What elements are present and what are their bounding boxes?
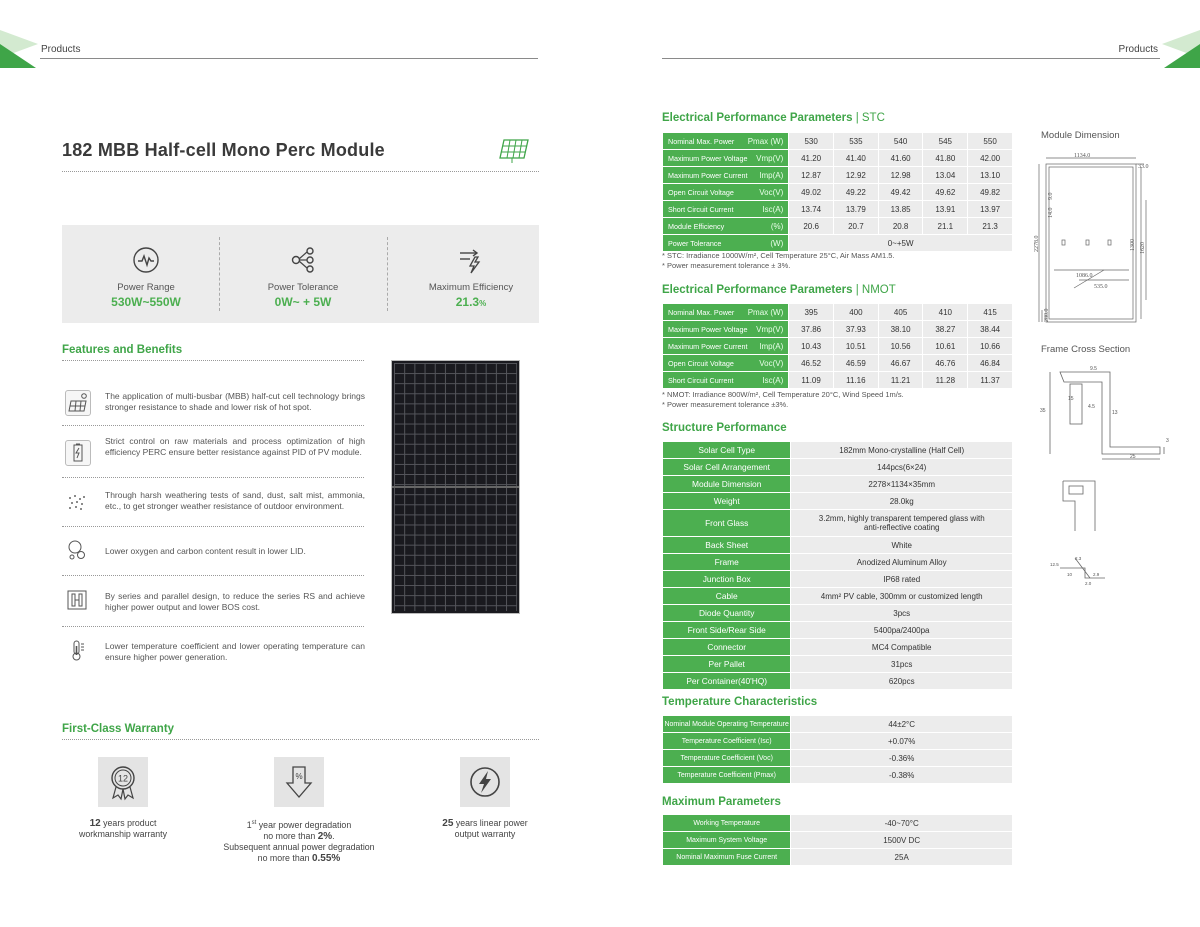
warranty-linear-line2: output warranty <box>454 829 516 839</box>
spec-value: 1500V DC <box>791 832 1013 849</box>
feature-text: Lower oxygen and carbon content result in lower LID. <box>105 546 306 556</box>
spec-label: Per Container(40'HQ) <box>663 673 791 690</box>
feature-divider <box>62 425 364 426</box>
svg-text:12: 12 <box>117 773 129 784</box>
dim-small2: 14.0 <box>1048 207 1054 218</box>
param-value: 13.85 <box>878 201 923 218</box>
param-row <box>663 321 1013 338</box>
param-value: 10.66 <box>968 338 1013 355</box>
warranty-product-line1: years product <box>100 818 157 828</box>
param-row <box>663 184 1013 201</box>
frame-dim-lip: 3 <box>1166 438 1169 444</box>
spec-row <box>663 639 1013 656</box>
param-value: 12.87 <box>789 167 834 184</box>
feature-item <box>62 588 364 618</box>
feature-item <box>62 436 364 472</box>
spec-label: Cable <box>663 588 791 605</box>
spec-label: Solar Cell Type <box>663 442 791 459</box>
frame-cross-section-title: Frame Cross Section <box>1041 344 1131 355</box>
summary-label: Maximum Efficiency <box>428 282 514 293</box>
param-value: 21.3 <box>968 218 1013 235</box>
param-label-cell <box>663 184 789 201</box>
stc-title-sub: STC <box>861 112 885 124</box>
spec-row <box>663 849 1013 866</box>
spec-value: 25A <box>791 849 1013 866</box>
param-value: 13.97 <box>968 201 1013 218</box>
param-symbol: Isc(A) <box>762 204 784 214</box>
spec-value: White <box>791 537 1013 554</box>
warranty-degradation-value2: 0.55% <box>311 852 341 864</box>
spec-label: Weight <box>663 493 791 510</box>
spec-value: 620pcs <box>791 673 1013 690</box>
warranty-divider <box>62 739 539 740</box>
stc-note-2: * Power measurement tolerance ± 3%. <box>662 260 791 270</box>
warranty-degradation-line2-end: . <box>332 830 335 841</box>
param-value: 42.00 <box>968 150 1013 167</box>
page-title: 182 MBB Half-cell Mono Perc Module <box>62 140 385 160</box>
dim-width: 1134.0 <box>1074 153 1091 159</box>
summary-power-tolerance <box>224 225 382 323</box>
spec-value: 5400pa/2400pa <box>791 622 1013 639</box>
summary-value-unit: % <box>479 299 487 308</box>
spec-label: Frame <box>663 554 791 571</box>
param-value: 535 <box>834 133 879 150</box>
param-row <box>663 201 1013 218</box>
spec-row <box>663 588 1013 605</box>
param-value: 11.09 <box>789 372 834 389</box>
param-value: 46.59 <box>834 355 879 372</box>
param-name: Maximum Power Voltage <box>668 153 748 163</box>
param-value: 20.6 <box>789 218 834 235</box>
param-value: 21.1 <box>923 218 968 235</box>
param-symbol: Imp(A) <box>759 170 784 180</box>
summary-label: Power Range <box>117 282 175 293</box>
param-label-cell <box>663 201 789 218</box>
spec-value: -0.36% <box>791 750 1013 767</box>
param-symbol: (W) <box>770 238 784 248</box>
frame-corner-dim-3: 2.3 <box>1075 556 1082 561</box>
param-row <box>663 150 1013 167</box>
spec-row <box>663 476 1013 493</box>
spec-row <box>663 571 1013 588</box>
spec-label: Per Pallet <box>663 656 791 673</box>
spec-label: Connector <box>663 639 791 656</box>
spec-row <box>663 815 1013 832</box>
frame-dim-top: 9.5 <box>1090 366 1097 372</box>
param-value: 410 <box>923 304 968 321</box>
param-value: 46.67 <box>878 355 923 372</box>
param-value: 46.52 <box>789 355 834 372</box>
stc-note-1: * STC: Irradiance 1000W/m², Cell Temperature 25°C, Air Mass AM1.5. <box>662 251 895 260</box>
spec-value: IP68 rated <box>791 571 1013 588</box>
nmot-note-1: * NMOT: Irradiance 800W/m², Cell Temperature 20°C, Wind Speed 1m/s. <box>662 390 904 399</box>
spec-row <box>663 750 1013 767</box>
param-label-cell <box>663 338 789 355</box>
param-value: 38.27 <box>923 321 968 338</box>
param-value: 12.98 <box>878 167 923 184</box>
module-dimension-drawing <box>1034 150 1154 328</box>
spec-label: Nominal Maximum Fuse Current <box>663 849 791 866</box>
param-value: 13.79 <box>834 201 879 218</box>
spec-label: Temperature Coefficient (Voc) <box>663 750 791 767</box>
param-name: Short Circuit Current <box>668 375 734 385</box>
param-label-cell <box>663 167 789 184</box>
spec-row <box>663 493 1013 510</box>
param-value: 10.61 <box>923 338 968 355</box>
frame-corner-dim-2: 2.9 <box>1093 572 1100 577</box>
param-name: Nominal Max. Power <box>668 136 735 146</box>
spec-label: Diode Quantity <box>663 605 791 622</box>
warranty-degradation-line4: no more than <box>257 852 312 863</box>
spec-value: 28.0kg <box>791 493 1013 510</box>
param-symbol: Imp(A) <box>759 341 784 351</box>
param-label-cell <box>663 133 789 150</box>
degradation-arrow-icon <box>274 757 324 807</box>
battery-icon <box>65 440 91 466</box>
frame-dim-gap: 4.5 <box>1088 404 1095 410</box>
param-name: Nominal Max. Power <box>668 307 735 317</box>
stc-table <box>662 132 1013 252</box>
spec-value: +0.07% <box>791 733 1013 750</box>
feature-divider <box>62 575 364 576</box>
param-label-cell <box>663 304 789 321</box>
spec-label: Front Side/Rear Side <box>663 622 791 639</box>
param-value: 41.40 <box>834 150 879 167</box>
frame-dim-inner: 15 <box>1068 396 1074 402</box>
param-name: Module Efficiency <box>668 221 725 231</box>
spec-value-line1: 3.2mm, highly transparent tempered glass with <box>818 514 985 523</box>
frame-cross-section-drawing <box>1030 362 1170 462</box>
param-value: 11.16 <box>834 372 879 389</box>
param-label-cell <box>663 321 789 338</box>
param-value: 13.04 <box>923 167 968 184</box>
frame-corner-dim-5: 10 <box>1067 572 1073 577</box>
param-value: 550 <box>968 133 1013 150</box>
warranty-product-line2: workmanship warranty <box>79 829 167 839</box>
feature-text: Lower temperature coefficient and lower operating temperature can ensure higher power generation. <box>105 641 365 662</box>
spec-value: 182mm Mono-crystalline (Half Cell) <box>791 442 1013 459</box>
particles-icon <box>65 490 89 514</box>
dim-small3: 280.0 <box>1044 308 1050 322</box>
solar-panel-sun-icon <box>65 390 91 416</box>
param-value: 49.42 <box>878 184 923 201</box>
param-row <box>663 355 1013 372</box>
param-value: 11.28 <box>923 372 968 389</box>
feature-divider <box>62 477 364 478</box>
param-row <box>663 218 1013 235</box>
spec-value: 2278×1134×35mm <box>791 476 1013 493</box>
warranty-degradation-num: 1 <box>246 819 252 830</box>
header-left-rule <box>40 58 538 59</box>
param-symbol: Voc(V) <box>759 358 784 368</box>
temperature-table <box>662 715 1013 784</box>
param-value: 49.82 <box>968 184 1013 201</box>
spec-row <box>663 716 1013 733</box>
param-name: Open Circuit Voltage <box>668 187 734 197</box>
spec-row <box>663 554 1013 571</box>
param-value: 530 <box>789 133 834 150</box>
param-value: 12.92 <box>834 167 879 184</box>
spec-row <box>663 459 1013 476</box>
feature-item <box>62 638 364 668</box>
param-row-tolerance <box>663 235 1013 252</box>
param-value: 400 <box>834 304 879 321</box>
spec-value: 3pcs <box>791 605 1013 622</box>
summary-separator <box>387 237 388 311</box>
dim-small1: 9.0 <box>1048 192 1054 200</box>
nmot-note-2: * Power measurement tolerance ±3%. <box>662 399 789 409</box>
param-row <box>663 372 1013 389</box>
spec-row <box>663 510 1013 537</box>
header-right-decoration-dark <box>1164 44 1200 68</box>
param-value: 37.93 <box>834 321 879 338</box>
param-symbol: Voc(V) <box>759 187 784 197</box>
param-label-cell <box>663 355 789 372</box>
frame-detail-drawing <box>1055 476 1105 536</box>
dim-edge: 33.0 <box>1138 164 1149 170</box>
circuit-icon <box>65 588 89 612</box>
param-name: Maximum Power Current <box>668 170 748 180</box>
module-dimension-title: Module Dimension <box>1041 130 1120 141</box>
param-symbol: Vmp(V) <box>756 324 784 334</box>
spec-value: 31pcs <box>791 656 1013 673</box>
svg-text:%: % <box>295 772 303 781</box>
param-value: 0~+5W <box>789 235 1013 252</box>
param-value: 46.84 <box>968 355 1013 372</box>
param-value: 38.44 <box>968 321 1013 338</box>
spec-value: -0.38% <box>791 767 1013 784</box>
spec-value: -40~70°C <box>791 815 1013 832</box>
summary-power-range <box>67 225 225 323</box>
param-value: 38.10 <box>878 321 923 338</box>
param-value: 49.02 <box>789 184 834 201</box>
nmot-table <box>662 303 1013 389</box>
summary-separator <box>219 237 220 311</box>
warranty-degradation-line2: no more than <box>263 830 318 841</box>
param-row <box>663 167 1013 184</box>
spec-row <box>663 605 1013 622</box>
param-value: 10.43 <box>789 338 834 355</box>
title-divider <box>62 171 539 172</box>
param-symbol: Pmax (W) <box>747 307 784 317</box>
feature-text: By series and parallel design, to reduce the series RS and achieve higher power output and lower BOS cost. <box>105 591 365 612</box>
dim-height: 2278.0 <box>1034 235 1040 252</box>
feature-divider <box>62 626 364 627</box>
frame-dim-height: 35 <box>1040 408 1046 414</box>
param-label-cell <box>663 372 789 389</box>
param-value: 41.80 <box>923 150 968 167</box>
spec-label: Back Sheet <box>663 537 791 554</box>
feature-text: Strict control on raw materials and process optimization of high efficiency PERC ensure better resistance against PID of PV module. <box>105 436 365 457</box>
param-symbol: Vmp(V) <box>756 153 784 163</box>
param-value: 13.74 <box>789 201 834 218</box>
spec-value: MC4 Compatible <box>791 639 1013 656</box>
dim-mount2: 1620 <box>1140 242 1146 254</box>
dim-mount1: 1300 <box>1130 239 1136 251</box>
spec-row <box>663 656 1013 673</box>
param-row <box>663 304 1013 321</box>
stc-title-main: Electrical Performance Parameters <box>662 112 853 124</box>
badge-12-icon <box>98 757 148 807</box>
param-value: 20.8 <box>878 218 923 235</box>
frame-dim-side: 13 <box>1112 410 1118 416</box>
spec-row <box>663 442 1013 459</box>
param-value: 11.21 <box>878 372 923 389</box>
param-value: 11.37 <box>968 372 1013 389</box>
temperature-title: Temperature Characteristics <box>662 696 818 708</box>
param-value: 49.62 <box>923 184 968 201</box>
efficiency-icon <box>456 245 486 275</box>
header-left-decoration-dark <box>0 44 36 68</box>
param-value: 10.51 <box>834 338 879 355</box>
param-value: 395 <box>789 304 834 321</box>
summary-value <box>392 295 550 309</box>
power-wave-icon <box>131 245 161 275</box>
summary-value-number: 21.3 <box>455 295 480 309</box>
solar-module-image <box>391 360 520 614</box>
solar-panel-icon <box>498 138 532 164</box>
param-row <box>663 338 1013 355</box>
features-title: Features and Benefits <box>62 344 183 356</box>
param-name: Short Circuit Current <box>668 204 734 214</box>
warranty-degradation-line3: Subsequent annual power degradation <box>223 841 375 852</box>
spec-row <box>663 832 1013 849</box>
header-right-rule <box>662 58 1160 59</box>
warranty-linear-number: 25 <box>442 818 454 829</box>
param-symbol: (%) <box>770 221 784 231</box>
warranty-linear-line1: years linear power <box>453 818 528 828</box>
maximum-table <box>662 814 1013 866</box>
spec-label: Temperature Coefficient (Isc) <box>663 733 791 750</box>
warranty-degradation-sup: st <box>251 820 257 826</box>
spec-value: Anodized Aluminum Alloy <box>791 554 1013 571</box>
structure-title: Structure Performance <box>662 422 787 434</box>
param-value: 41.60 <box>878 150 923 167</box>
spec-label: Maximum System Voltage <box>663 832 791 849</box>
warranty-degradation <box>200 818 398 864</box>
summary-label: Power Tolerance <box>267 282 339 293</box>
feature-item <box>62 538 364 564</box>
header-right-label: Products <box>1118 44 1158 55</box>
feature-text: The application of multi-busbar (MBB) half-cut cell technology brings stronger resistance to shade and lower risk of hot spot. <box>105 391 365 412</box>
warranty-degradation-line1: year power degradation <box>256 819 352 830</box>
spec-label: Solar Cell Arrangement <box>663 459 791 476</box>
spec-label: Temperature Coefficient (Pmax) <box>663 767 791 784</box>
thermometer-icon <box>65 638 89 662</box>
warranty-product <box>48 818 198 840</box>
spec-label: Working Temperature <box>663 815 791 832</box>
spec-row <box>663 767 1013 784</box>
spec-value: 44±2°C <box>791 716 1013 733</box>
spec-label: Junction Box <box>663 571 791 588</box>
param-row <box>663 133 1013 150</box>
feature-item <box>62 388 364 418</box>
maximum-title: Maximum Parameters <box>662 796 781 808</box>
param-symbol: Isc(A) <box>762 375 784 385</box>
nmot-notes <box>662 390 904 409</box>
structure-table <box>662 441 1013 690</box>
frame-corner-drawing <box>1045 548 1115 588</box>
dim-bottom: 535.0 <box>1094 284 1108 290</box>
summary-panel <box>62 225 539 323</box>
summary-value: 0W~ + 5W <box>274 295 332 309</box>
param-value: 41.20 <box>789 150 834 167</box>
features-divider <box>62 360 364 361</box>
param-value: 49.22 <box>834 184 879 201</box>
warranty-title: First-Class Warranty <box>62 723 175 735</box>
frame-dim-width: 25 <box>1130 454 1136 460</box>
frame-corner-dim-4: 2.0 <box>1085 581 1092 586</box>
param-name: Power Tolerance <box>668 238 722 248</box>
param-name: Open Circuit Voltage <box>668 358 734 368</box>
param-name: Maximum Power Voltage <box>668 324 748 334</box>
param-label-cell <box>663 218 789 235</box>
nmot-title: Electrical Performance Parameters | NMOT <box>662 284 896 296</box>
param-value: 10.56 <box>878 338 923 355</box>
param-value: 405 <box>878 304 923 321</box>
param-value: 545 <box>923 133 968 150</box>
feature-text: Through harsh weathering tests of sand, dust, salt mist, ammonia, etc., to get stronger weather resistance of outdoor environment. <box>105 490 365 511</box>
nmot-title-main: Electrical Performance Parameters <box>662 284 853 296</box>
param-label-cell <box>663 150 789 167</box>
param-value: 540 <box>878 133 923 150</box>
param-value: 415 <box>968 304 1013 321</box>
spec-row <box>663 733 1013 750</box>
warranty-product-number: 12 <box>89 818 101 829</box>
param-value: 13.91 <box>923 201 968 218</box>
spec-row <box>663 673 1013 690</box>
spec-label: Module Dimension <box>663 476 791 493</box>
summary-max-efficiency <box>392 225 550 323</box>
spec-row <box>663 622 1013 639</box>
spec-label: Nominal Module Operating Temperature <box>663 716 791 733</box>
param-value: 37.86 <box>789 321 834 338</box>
dim-inner: 1086.0 <box>1076 273 1093 279</box>
feature-item <box>62 488 364 518</box>
param-value: 46.76 <box>923 355 968 372</box>
param-name: Maximum Power Current <box>668 341 748 351</box>
oxygen-bubble-icon <box>65 538 89 562</box>
summary-value: 530W~550W <box>111 295 181 309</box>
frame-corner-dim-1: 12.5 <box>1050 562 1059 567</box>
spec-value: 4mm² PV cable, 300mm or customized length <box>791 588 1013 605</box>
param-label-cell <box>663 235 789 252</box>
warranty-linear <box>410 818 560 840</box>
header-left-label: Products <box>41 44 81 55</box>
nmot-title-sub: NMOT <box>861 284 896 296</box>
feature-divider <box>62 526 364 527</box>
param-value: 20.7 <box>834 218 879 235</box>
spec-row <box>663 537 1013 554</box>
spec-value: 144pcs(6×24) <box>791 459 1013 476</box>
stc-notes <box>662 251 895 270</box>
param-value: 13.10 <box>968 167 1013 184</box>
spec-value <box>791 510 1013 537</box>
spec-value-line2: anti-reflective coating <box>863 523 940 532</box>
warranty-degradation-value1: 2% <box>317 830 333 842</box>
nodes-icon <box>288 245 318 275</box>
param-symbol: Pmax (W) <box>747 136 784 146</box>
stc-title: Electrical Performance Parameters | STC <box>662 112 885 124</box>
spec-label: Front Glass <box>663 510 791 537</box>
lightning-icon <box>460 757 510 807</box>
